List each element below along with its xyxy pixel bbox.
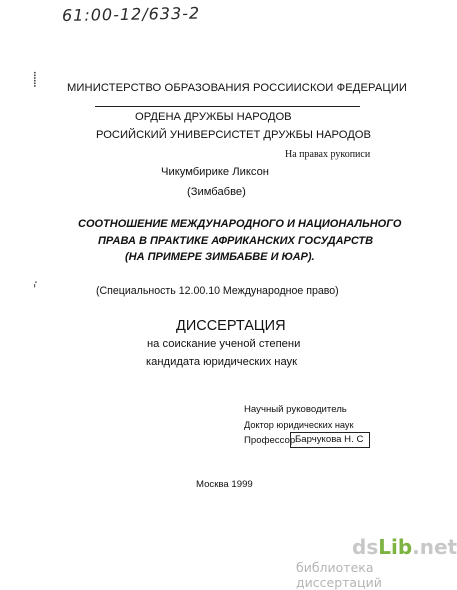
author-name: Чикумбирике Ликсон — [161, 166, 269, 178]
university-order-line: ОРДЕНА ДРУЖБЫ НАРОДОВ — [135, 111, 292, 123]
supervisor-degree: Доктор юридических наук — [244, 420, 354, 430]
supervisor-name: Барчукова Н. С — [295, 434, 364, 445]
margin-mark: ' — [33, 282, 37, 296]
document-type-heading: ДИССЕРТАЦИЯ — [176, 318, 286, 334]
dissertation-title-line-3: (НА ПРИМЕРЕ ЗИМБАБВЕ И ЮАР). — [125, 251, 315, 263]
ministry-heading: МИНИСТЕРСТВО ОБРАЗОВАНИЯ РОССИИСКОИ ФЕДЕРАЦИИ — [67, 82, 408, 94]
watermark-subtitle: библиотека диссертаций — [296, 560, 382, 590]
place-year: Москва 1999 — [196, 479, 253, 490]
dissertation-title-line-2: ПРАВА В ПРАКТИКЕ АФРИКАНСКИХ ГОСУДАРСТВ — [98, 235, 374, 247]
watermark-ds: ds — [352, 535, 379, 559]
divider-rule — [95, 106, 360, 107]
watermark-net: .net — [412, 535, 457, 559]
specialty-line: (Специальность 12.00.10 Международное право) — [96, 285, 339, 297]
dslib-watermark-logo — [352, 535, 457, 559]
handwritten-catalog-code: 61:00-12/633-2 — [61, 3, 201, 25]
margin-mark: ⸽ — [33, 72, 37, 88]
author-country: (Зимбабве) — [187, 186, 246, 198]
degree-line-2: кандидата юридических наук — [146, 356, 298, 368]
university-name-line: РОСИЙСКИЙ УНИВЕРСИСТЕТ ДРУЖБЫ НАРОДОВ — [96, 129, 371, 141]
manuscript-rights-note: На правах рукописи — [285, 149, 371, 160]
margin-mark: . — [34, 272, 38, 286]
supervisor-title: Профессор — [244, 435, 296, 446]
supervisor-name-box — [290, 432, 370, 448]
supervisor-label: Научный руководитель — [244, 404, 347, 415]
degree-line-1: на соискание ученой степени — [147, 338, 301, 350]
watermark-lib: Lib — [378, 535, 413, 559]
dissertation-title-line-1: СООТНОШЕНИЕ МЕЖДУНАРОДНОГО И НАЦИОНАЛЬНОГО — [78, 218, 402, 230]
